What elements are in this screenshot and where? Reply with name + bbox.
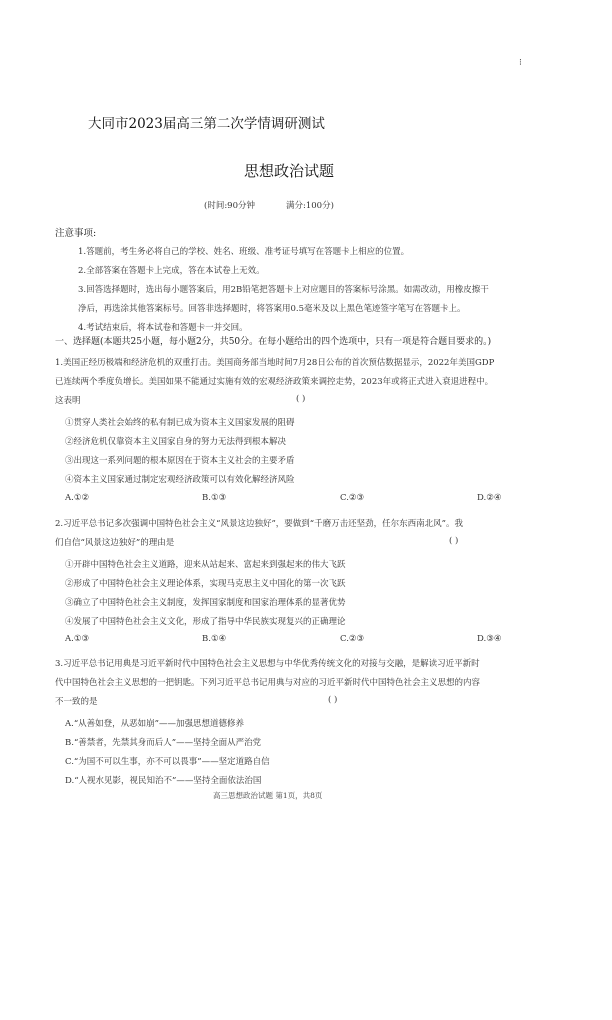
note-item: 4.考试结束后，将本试卷和答题卡一并交回。 [78,323,248,333]
choice-a: A.①③ [65,634,90,644]
question-3-text: 3.习近平总书记用典是习近平新时代中国特色社会主义思想与中华优秀传统文化的对接与交融，是解读习近平新时 [55,659,480,669]
answer-blank: ( ) [449,536,459,546]
choice-c: C.②③ [340,493,365,503]
option-b: B.“善禁者，先禁其身而后人”——坚持全面从严治党 [65,738,262,748]
statement: ③出现这一系列问题的根本原因在于资本主义社会的主要矛盾 [65,456,295,466]
exam-time: (时间:90分钟 [204,201,255,211]
choice-d: D.②④ [477,493,502,503]
statement: ①贯穿人类社会始终的私有制已成为资本主义国家发展的阻碍 [65,418,295,428]
note-item: 1.答题前，考生务必将自己的学校、姓名、班级、准考证号填写在答题卡上相应的位置。 [78,247,410,257]
note-item: 3.回答选择题时，选出每小题答案后，用2B铅笔把答题卡上对应题目的答案标号涂黑。如需改动，用橡皮擦干 [78,285,489,295]
statement: ①开辟中国特色社会主义道路，迎来从站起来、富起来到强起来的伟大飞跃 [65,560,346,570]
question-3-text: 代中国特色社会主义思想的一把钥匙。下列习近平总书记用典与对应的习近平新时代中国特色社会主义思想的内容 [55,678,481,688]
choice-a: A.①② [65,493,90,503]
question-3-text: 不一致的是 [55,697,98,707]
statement: ③确立了中国特色社会主义制度，发挥国家制度和国家治理体系的显著优势 [65,598,346,608]
choice-b: B.①③ [202,493,227,503]
section-heading: 一、选择题(本题共25小题，每小题2分，共50分。在每小题给出的四个选项中，只有一项是符合题目要求的。) [55,337,492,347]
corner-mark: ⁝ [519,58,522,68]
question-1-text: 这表明 [55,396,81,406]
option-a: A.“从善如登，从恶如崩”——加强思想道德修养 [65,719,245,729]
choice-b: B.①④ [202,634,227,644]
exam-score: 满分:100分) [286,201,334,211]
question-2-text: 2.习近平总书记多次强调中国特色社会主义“风景这边独好”，要做到“千磨万击还坚劲，任尔东西南北风”。我 [55,519,463,529]
exam-header: 大同市2023届高三第二次学情调研测试 [88,116,325,132]
answer-blank: ( ) [328,695,338,705]
question-1-text: 已连续两个季度负增长。美国如果不能通过实施有效的宏观经济政策来调控走势，2023年或将正式进入衰退进程中。 [55,377,494,387]
notes-title: 注意事项: [55,228,97,239]
choice-d: D.③④ [477,634,502,644]
note-item: 净后，再选涂其他答案标号。回答非选择题时，将答案用0.5毫米及以上黑色笔迹签字笔写在答题卡上。 [78,304,466,314]
question-2-text: 们自信“风景这边独好”的理由是 [55,538,175,548]
option-d: D.“人视水见影，视民知治不”——坚持全面依法治国 [65,776,262,786]
option-c: C.“为国不可以生事，亦不可以畏事”——坚定道路自信 [65,757,270,767]
note-item: 2.全部答案在答题卡上完成，答在本试卷上无效。 [78,266,265,276]
answer-blank: ( ) [296,394,306,404]
statement: ②经济危机仅靠资本主义国家自身的努力无法得到根本解决 [65,437,287,447]
statement: ④发展了中国特色社会主义文化，形成了指导中华民族实现复兴的正确理论 [65,617,346,627]
choice-c: C.②③ [340,634,365,644]
question-1-text: 1.美国正经历极端和经济危机的双重打击。美国商务部当地时间7月28日公布的首次预估数据显示，2022年美国GDP [55,358,495,368]
statement: ②形成了中国特色社会主义理论体系，实现马克思主义中国化的第一次飞跃 [65,579,346,589]
statement: ④资本主义国家通过制定宏观经济政策可以有效化解经济风险 [65,475,295,485]
subject-title: 思想政治试题 [244,162,335,180]
page-footer: 高三思想政治试题 第1页，共8页 [213,791,323,800]
